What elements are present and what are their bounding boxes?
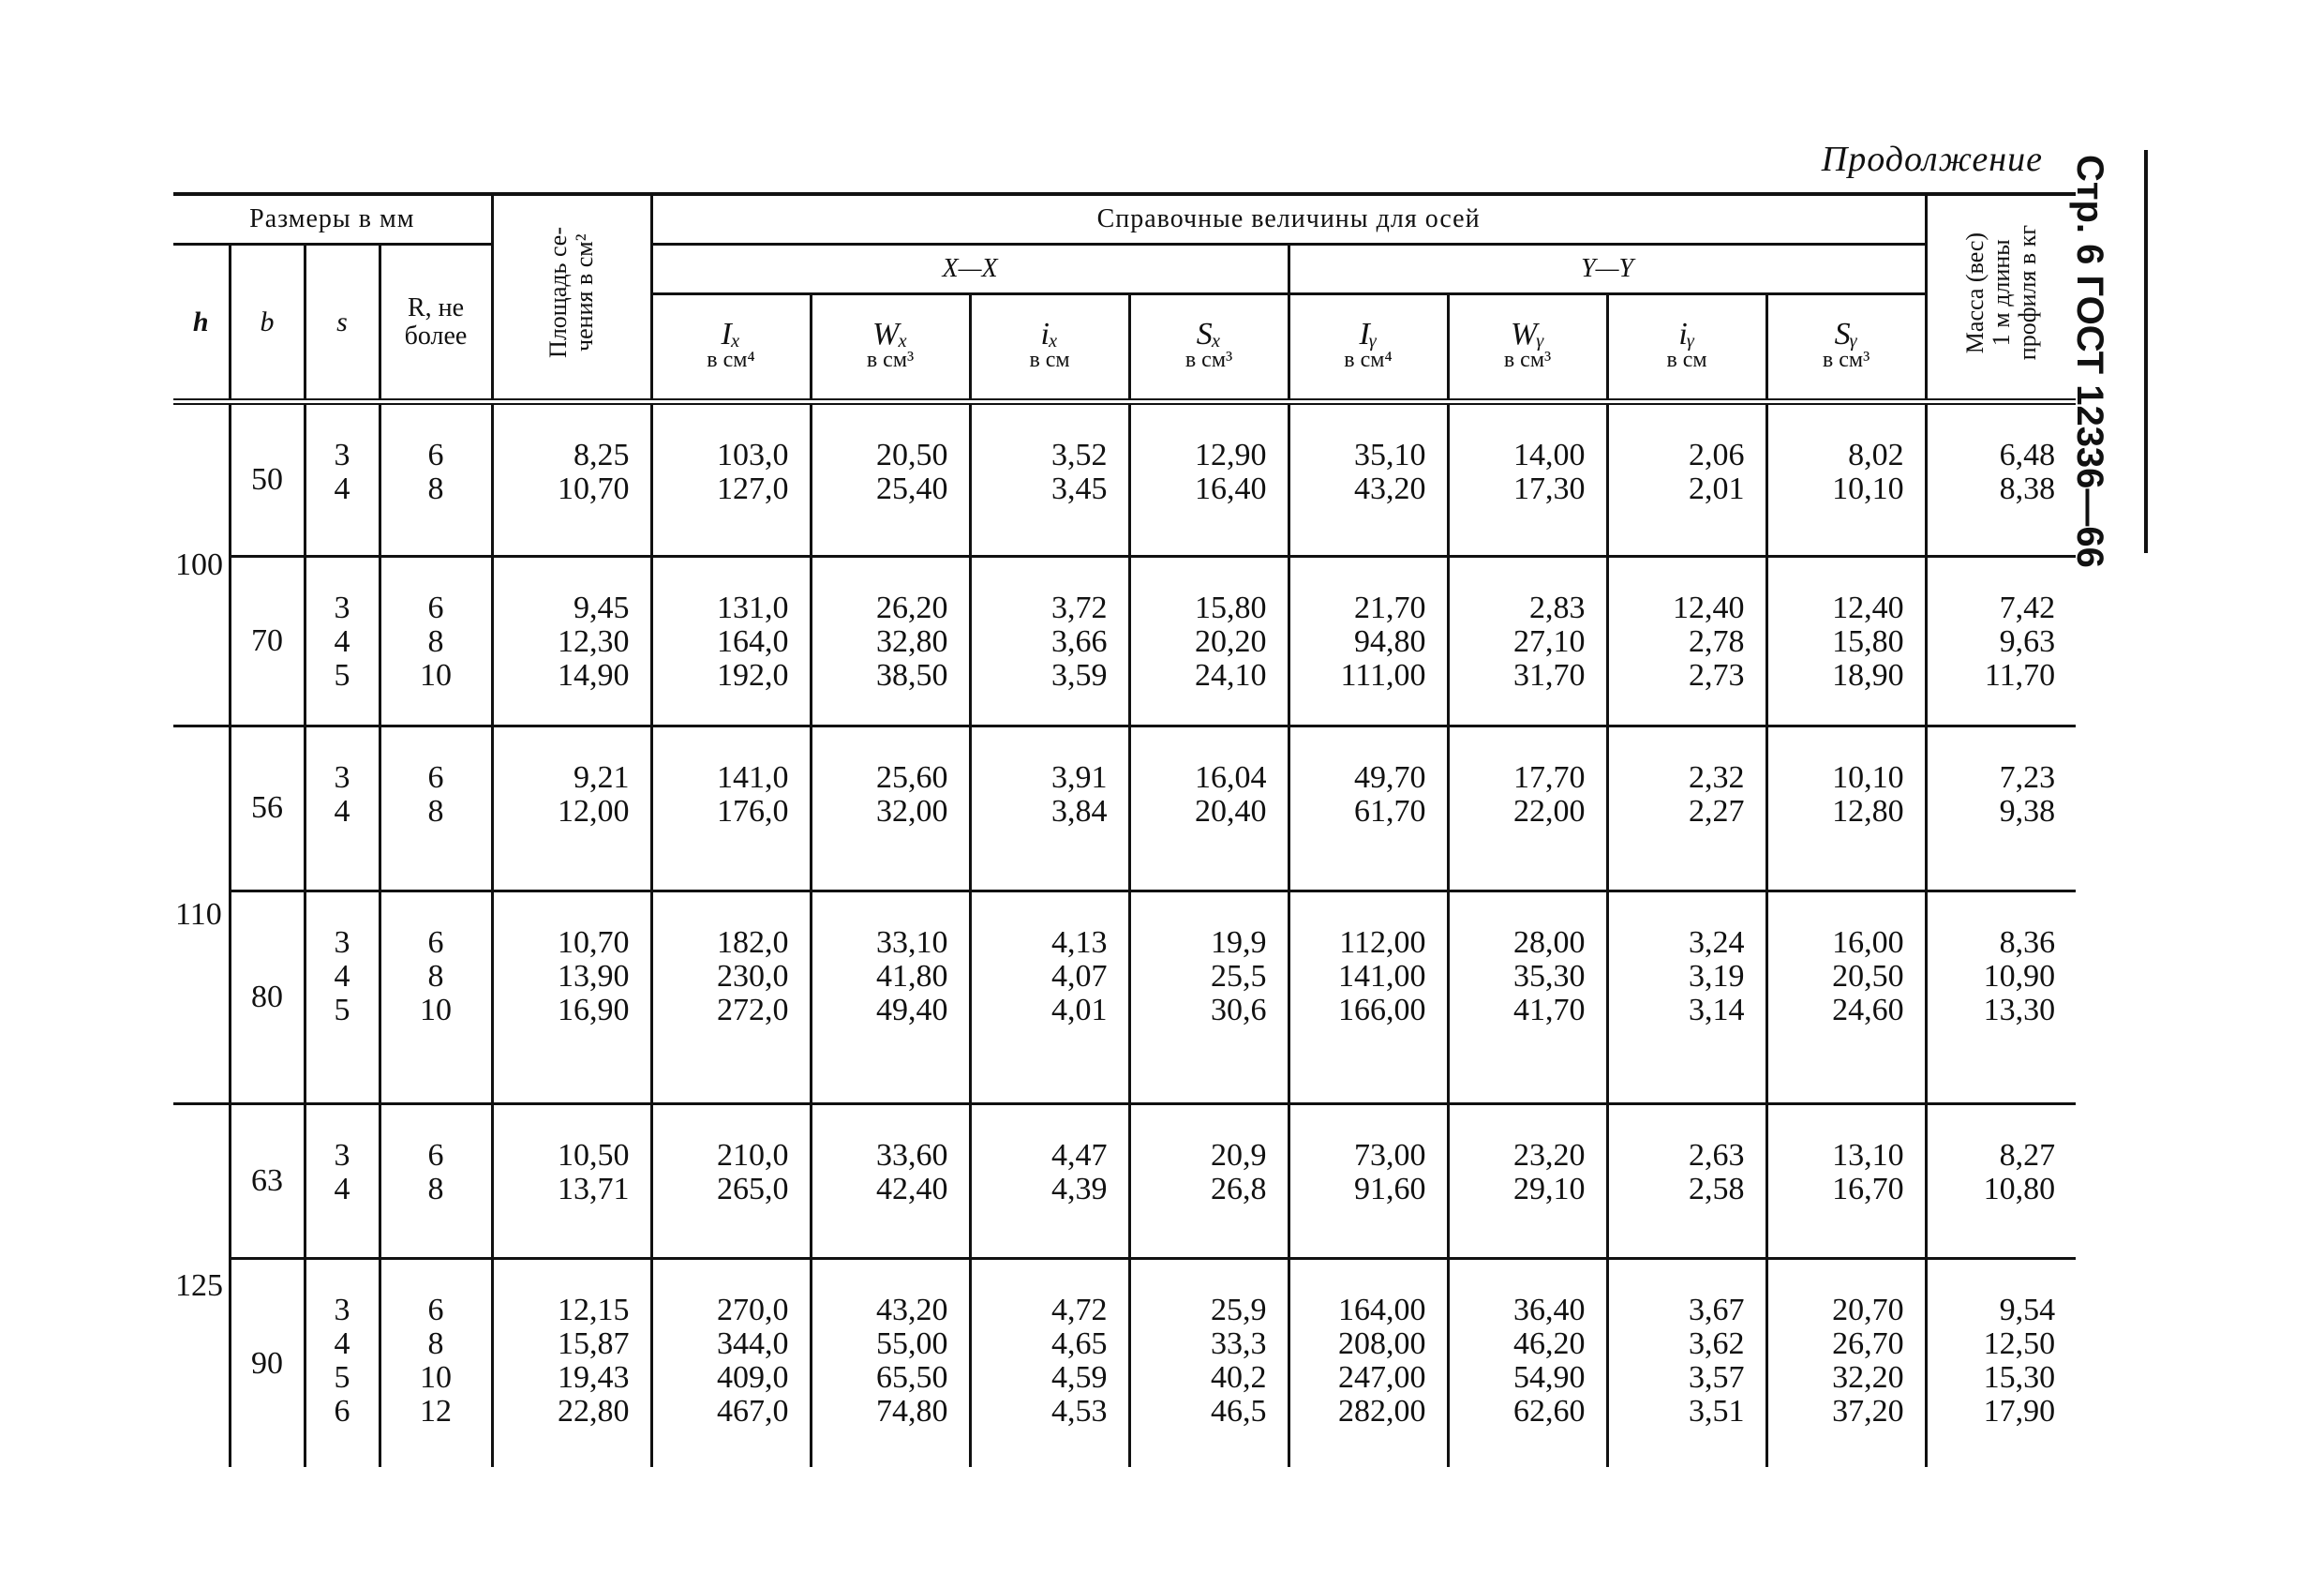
- mass-header-text: Масса (вес) 1 м длины профиля в кг: [1960, 224, 2041, 361]
- axis-x-header: X—X: [651, 245, 1289, 294]
- reference-group-text: Справочные величины для осей: [1096, 204, 1481, 233]
- mass-header: [1926, 194, 2076, 402]
- wy-values: 2,83 27,10 31,70: [1448, 557, 1607, 726]
- wx-values: 20,50 25,40: [811, 402, 970, 557]
- table-row: [173, 402, 2076, 557]
- sy-values: 20,70 26,70 32,20 37,20: [1766, 1259, 1926, 1467]
- r-values: 6 8 10: [380, 557, 492, 726]
- sy-header: [1766, 294, 1926, 402]
- area-values: 9,45 12,30 14,90: [492, 557, 651, 726]
- mass-values: 8,27 10,80: [1926, 1104, 2076, 1259]
- b-value: 70: [230, 557, 305, 726]
- iy-values: 112,00 141,00 166,00: [1289, 891, 1448, 1103]
- wx-header: [811, 294, 970, 402]
- table-header: [173, 194, 2076, 402]
- s-values: 3 4: [305, 402, 380, 557]
- rx-header: [970, 294, 1129, 402]
- r-values: 6 8 10: [380, 891, 492, 1103]
- dimensions-group-header: Размеры в мм: [173, 194, 492, 245]
- wy-values: 36,40 46,20 54,90 62,60: [1448, 1259, 1607, 1467]
- area-values: 8,25 10,70: [492, 402, 651, 557]
- area-values: 10,50 13,71: [492, 1104, 651, 1259]
- r-values: 6 8: [380, 1104, 492, 1259]
- axis-y-header: Y—Y: [1289, 245, 1926, 294]
- h-value: 125: [173, 1104, 230, 1467]
- sx-symbol: Sₓ: [1196, 316, 1222, 352]
- iy-values: 35,10 43,20: [1289, 402, 1448, 557]
- b-value: 56: [230, 726, 305, 891]
- ry-values: 3,24 3,19 3,14: [1607, 891, 1766, 1103]
- rx-values: 4,72 4,65 4,59 4,53: [970, 1259, 1129, 1467]
- sx-values: 20,9 26,8: [1129, 1104, 1289, 1259]
- ry-symbol: iᵧ: [1678, 316, 1695, 352]
- sy-values: 8,02 10,10: [1766, 402, 1926, 557]
- rx-values: 4,47 4,39: [970, 1104, 1129, 1259]
- mass-values: 7,23 9,38: [1926, 726, 2076, 891]
- sy-values: 13,10 16,70: [1766, 1104, 1926, 1259]
- wx-values: 33,60 42,40: [811, 1104, 970, 1259]
- rx-values: 4,13 4,07 4,01: [970, 891, 1129, 1103]
- wx-values: 33,10 41,80 49,40: [811, 891, 970, 1103]
- b-value: 63: [230, 1104, 305, 1259]
- wx-values: 43,20 55,00 65,50 74,80: [811, 1259, 970, 1467]
- ry-values: 2,32 2,27: [1607, 726, 1766, 891]
- ix-values: 141,0 176,0: [651, 726, 811, 891]
- ry-header: [1607, 294, 1766, 402]
- sx-values: 16,04 20,40: [1129, 726, 1289, 891]
- wy-header: [1448, 294, 1607, 402]
- sx-values: 15,80 20,20 24,10: [1129, 557, 1289, 726]
- s-values: 3 4 5: [305, 557, 380, 726]
- iy-values: 73,00 91,60: [1289, 1104, 1448, 1259]
- ry-values: 2,63 2,58: [1607, 1104, 1766, 1259]
- mass-values: 9,54 12,50 15,30 17,90: [1926, 1259, 2076, 1467]
- rx-values: 3,72 3,66 3,59: [970, 557, 1129, 726]
- wy-values: 28,00 35,30 41,70: [1448, 891, 1607, 1103]
- wx-unit: в см³: [866, 347, 915, 372]
- ix-values: 182,0 230,0 272,0: [651, 891, 811, 1103]
- wy-symbol: Wᵧ: [1510, 316, 1545, 352]
- rx-values: 3,91 3,84: [970, 726, 1129, 891]
- s-values: 3 4: [305, 1104, 380, 1259]
- sy-values: 16,00 20,50 24,60: [1766, 891, 1926, 1103]
- b-value: 90: [230, 1259, 305, 1467]
- h-value: 100: [173, 402, 230, 726]
- ry-values: 12,40 2,78 2,73: [1607, 557, 1766, 726]
- side-rule: [2144, 150, 2148, 553]
- iy-unit: в см⁴: [1344, 347, 1393, 372]
- mass-values: 8,36 10,90 13,30: [1926, 891, 2076, 1103]
- table-row: [173, 1259, 2076, 1467]
- h-header: h: [173, 245, 230, 402]
- wy-values: 23,20 29,10: [1448, 1104, 1607, 1259]
- iy-values: 164,00 208,00 247,00 282,00: [1289, 1259, 1448, 1467]
- wy-values: 14,00 17,30: [1448, 402, 1607, 557]
- side-page-header: Стр. 6 ГОСТ 12336—66: [2069, 155, 2110, 568]
- sx-values: 25,9 33,3 40,2 46,5: [1129, 1259, 1289, 1467]
- b-header: b: [230, 245, 305, 402]
- ix-symbol: Iₓ: [721, 316, 741, 352]
- rx-symbol: iₓ: [1040, 316, 1059, 352]
- ix-values: 103,0 127,0: [651, 402, 811, 557]
- r-values: 6 8: [380, 726, 492, 891]
- wy-values: 17,70 22,00: [1448, 726, 1607, 891]
- table-row: [173, 726, 2076, 891]
- mass-values: 6,48 8,38: [1926, 402, 2076, 557]
- table-row: [173, 891, 2076, 1103]
- profile-table: [173, 192, 2076, 1467]
- r-header: [380, 245, 492, 402]
- ix-values: 270,0 344,0 409,0 467,0: [651, 1259, 811, 1467]
- area-header-text: Площадь се- чения в см²: [544, 227, 599, 358]
- ry-unit: в см: [1666, 347, 1707, 372]
- s-header: s: [305, 245, 380, 402]
- wx-symbol: Wₓ: [872, 316, 909, 352]
- sx-values: 12,90 16,40: [1129, 402, 1289, 557]
- s-values: 3 4 5 6: [305, 1259, 380, 1467]
- sy-symbol: Sᵧ: [1834, 316, 1858, 352]
- b-value: 80: [230, 891, 305, 1103]
- iy-symbol: Iᵧ: [1359, 316, 1378, 352]
- table-body: [173, 402, 2076, 1468]
- ry-values: 2,06 2,01: [1607, 402, 1766, 557]
- ix-values: 210,0 265,0: [651, 1104, 811, 1259]
- rx-unit: в см: [1029, 347, 1070, 372]
- r-values: 6 8: [380, 402, 492, 557]
- table-row: [173, 557, 2076, 726]
- sy-unit: в см³: [1822, 347, 1870, 372]
- table-row: [173, 1104, 2076, 1259]
- iy-values: 49,70 61,70: [1289, 726, 1448, 891]
- continuation-label: Продолжение: [1821, 140, 2043, 179]
- sx-header: [1129, 294, 1289, 402]
- sy-values: 10,10 12,80: [1766, 726, 1926, 891]
- reference-group-header: [651, 194, 1926, 245]
- sy-values: 12,40 15,80 18,90: [1766, 557, 1926, 726]
- ix-unit: в см⁴: [707, 347, 755, 372]
- area-header: [492, 194, 651, 402]
- r-header-line1: R, не: [407, 292, 465, 322]
- b-value: 50: [230, 402, 305, 557]
- rx-values: 3,52 3,45: [970, 402, 1129, 557]
- ry-values: 3,67 3,62 3,57 3,51: [1607, 1259, 1766, 1467]
- r-values: 6 8 10 12: [380, 1259, 492, 1467]
- area-values: 12,15 15,87 19,43 22,80: [492, 1259, 651, 1467]
- r-header-line2: более: [404, 321, 468, 351]
- iy-values: 21,70 94,80 111,00: [1289, 557, 1448, 726]
- area-values: 10,70 13,90 16,90: [492, 891, 651, 1103]
- s-values: 3 4 5: [305, 891, 380, 1103]
- area-values: 9,21 12,00: [492, 726, 651, 891]
- wx-values: 25,60 32,00: [811, 726, 970, 891]
- h-value: 110: [173, 726, 230, 1104]
- iy-header: [1289, 294, 1448, 402]
- ix-header: [651, 294, 811, 402]
- wy-unit: в см³: [1503, 347, 1552, 372]
- wx-values: 26,20 32,80 38,50: [811, 557, 970, 726]
- sx-unit: в см³: [1184, 347, 1233, 372]
- ix-values: 131,0 164,0 192,0: [651, 557, 811, 726]
- s-values: 3 4: [305, 726, 380, 891]
- mass-values: 7,42 9,63 11,70: [1926, 557, 2076, 726]
- sx-values: 19,9 25,5 30,6: [1129, 891, 1289, 1103]
